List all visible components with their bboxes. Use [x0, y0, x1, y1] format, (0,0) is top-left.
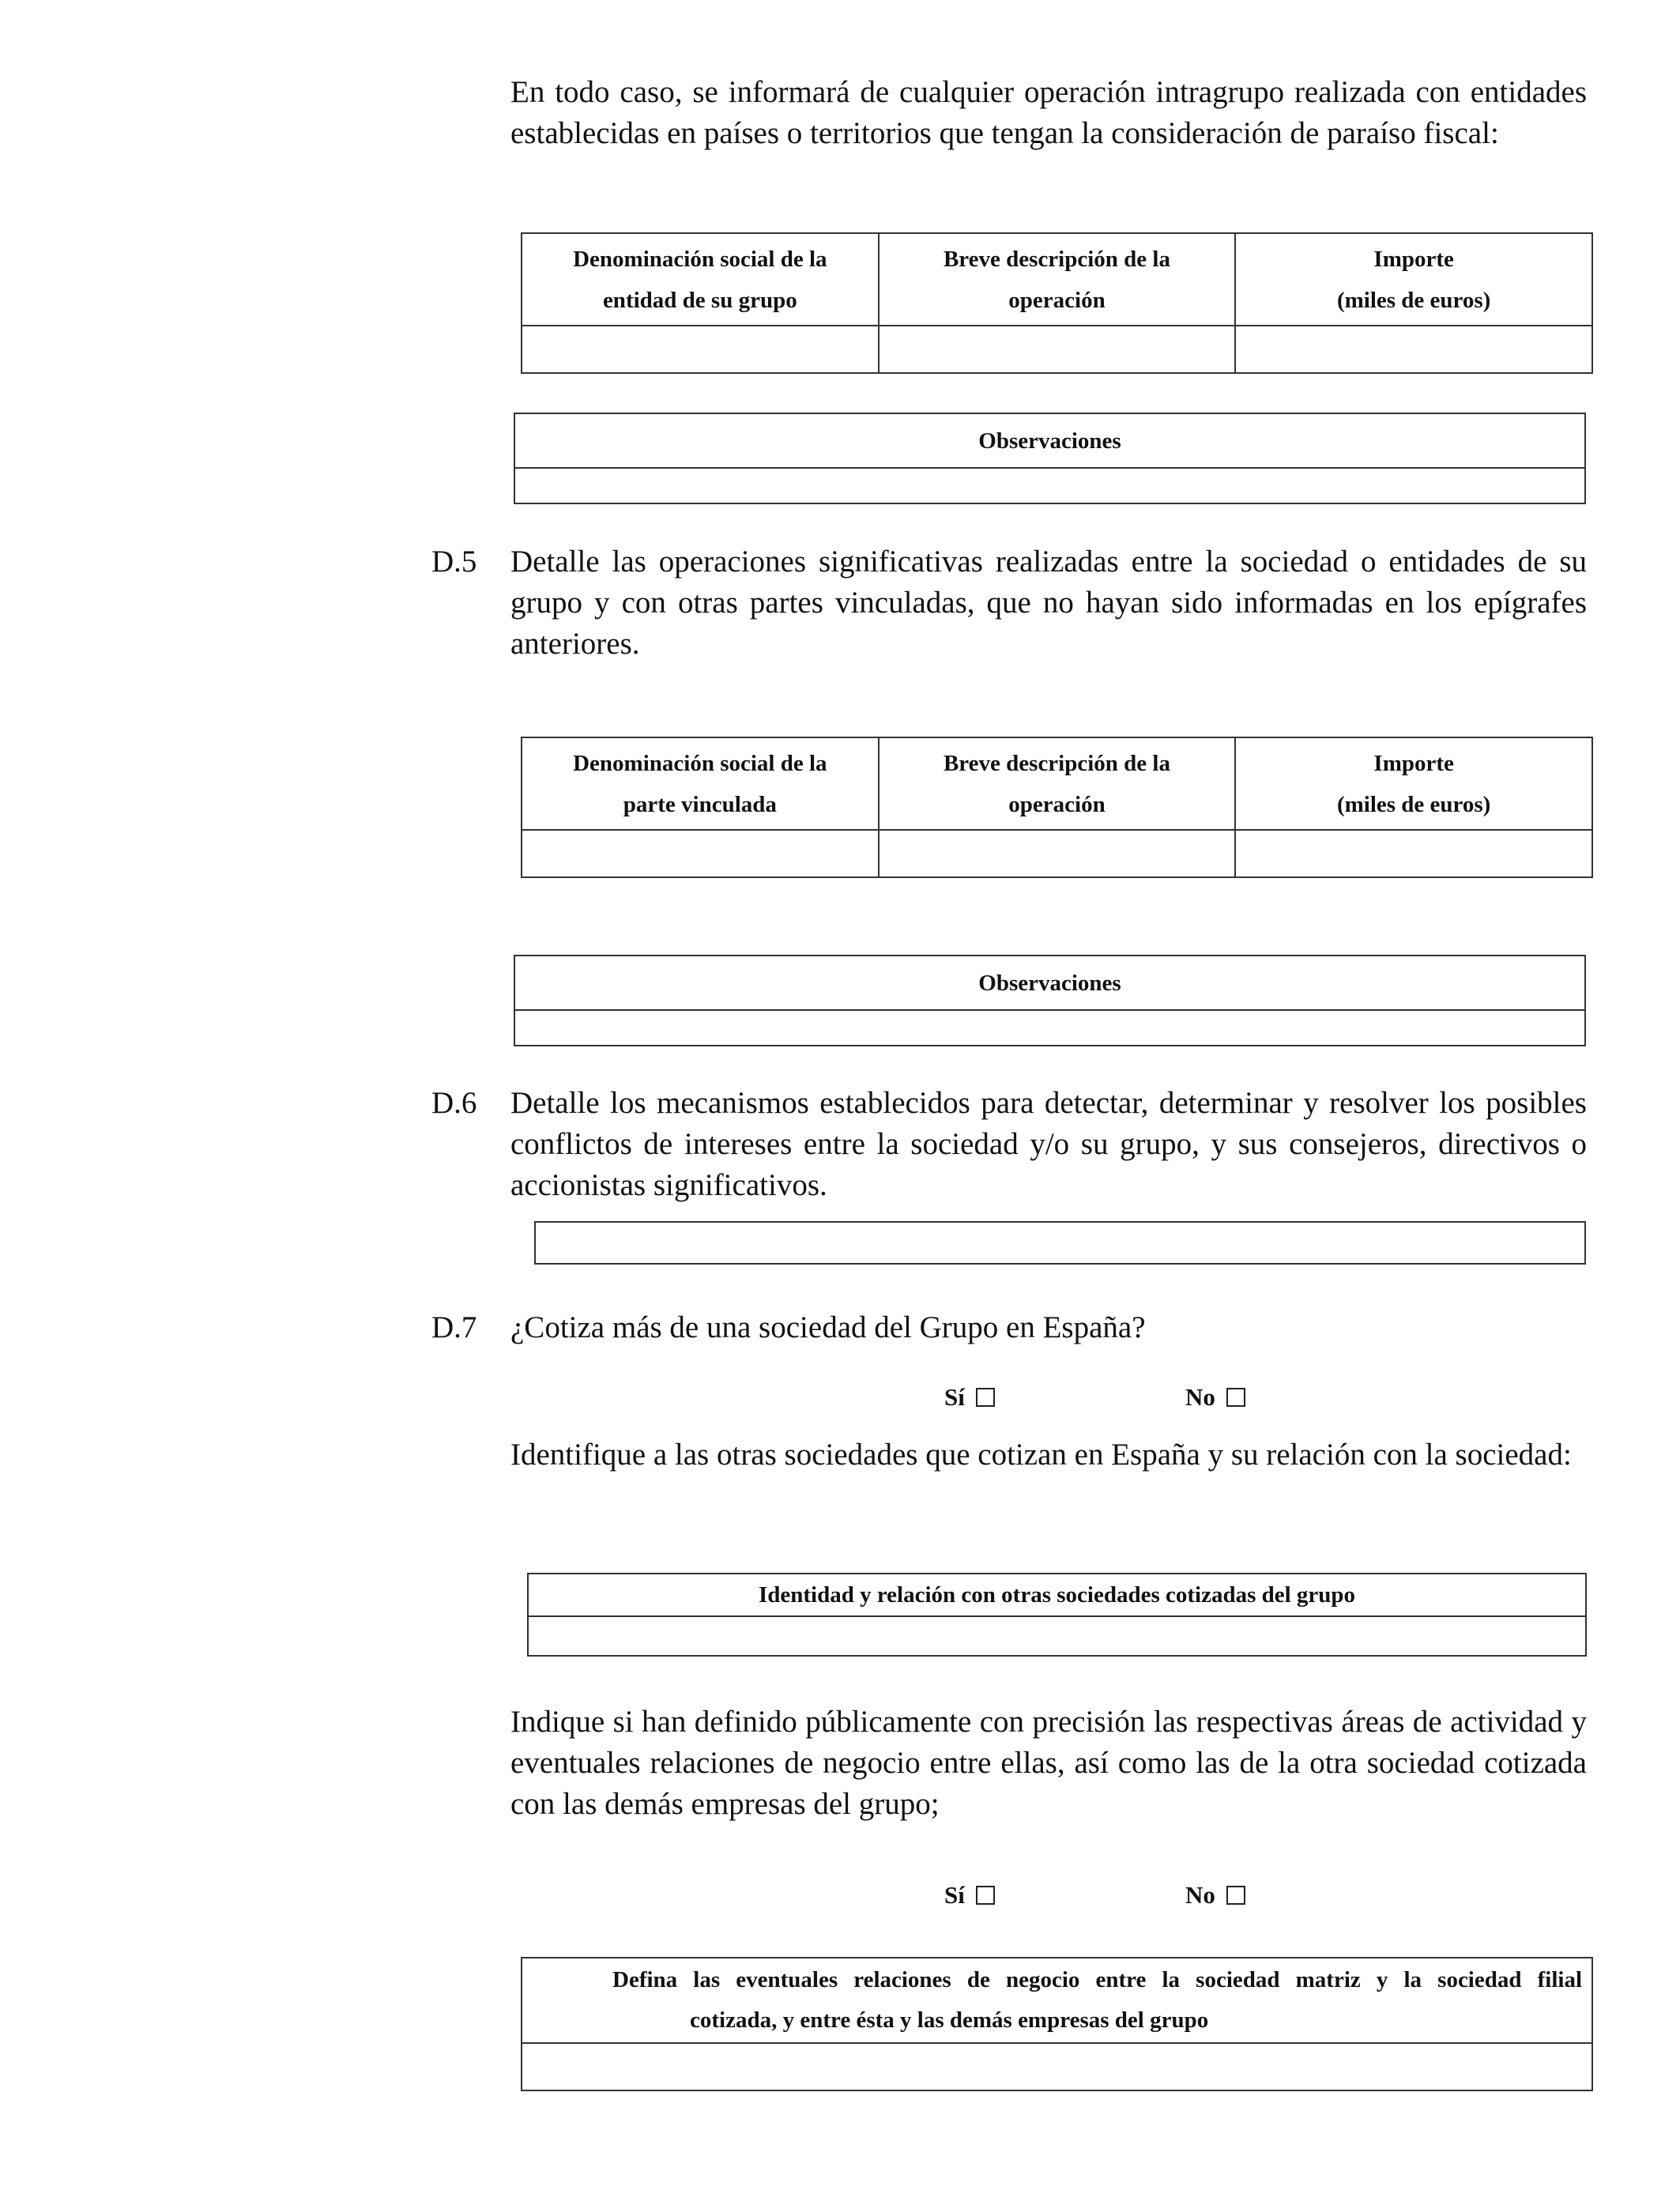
observations-cell[interactable]: [514, 468, 1585, 503]
observations-header: Observaciones: [514, 956, 1585, 1010]
indicate-paragraph: Indique si han definido públicamente con precisión las respectivas áreas de actividad y eventuales relaciones de negocio entre ellas, así como las de la otra sociedad cotizada con las demás empresas del grupo;: [510, 1705, 1587, 1821]
header-related-party-name: Denominación social de la parte vinculada: [522, 737, 879, 830]
intragroup-operations-table: [521, 232, 1593, 374]
business-relations-table: [521, 1957, 1593, 2091]
yes-checkbox[interactable]: [976, 1886, 995, 1905]
section-d6-text: Detalle los mecanismos establecidos para detectar, determinar y resolver los posibles conflictos de intereses entre la sociedad y/o su grupo, y sus consejeros, directivos o accionistas significativos.: [510, 1086, 1587, 1202]
header-company-name: Denominación social de la entidad de su grupo: [522, 233, 879, 326]
intro-paragraph: En todo caso, se informará de cualquier operación intragrupo realizada con entidades establecidas en países o territorios que tengan la consideración de paraíso fiscal:: [510, 75, 1587, 150]
business-relations-cell[interactable]: [522, 2043, 1592, 2090]
listed-no-option[interactable]: [1185, 1382, 1245, 1413]
section-d7-question: ¿Cotiza más de una sociedad del Grupo en España?: [510, 1310, 1146, 1344]
listed-yes-option[interactable]: [944, 1382, 995, 1413]
defined-yes-option[interactable]: [944, 1879, 995, 1911]
observations-cell[interactable]: [514, 1010, 1585, 1046]
section-d5-label: D.5: [431, 545, 477, 579]
related-party-operations-table: [521, 737, 1593, 878]
section-d5-text: Detalle las operaciones significativas realizadas entre la sociedad o entidades de su grupo y con otras partes vinculadas, que no hayan sido informadas en los epígrafes anteriores.: [510, 545, 1587, 661]
observations-table-2: [514, 955, 1586, 1046]
cell-amount[interactable]: [1235, 830, 1592, 877]
cell-related-party-name[interactable]: [522, 830, 879, 877]
section-d6-label: D.6: [431, 1086, 477, 1120]
cell-operation-description[interactable]: [879, 830, 1236, 877]
section-d7-label: D.7: [431, 1310, 477, 1344]
cell-operation-description[interactable]: [879, 326, 1236, 373]
yes-label: Sí: [944, 1383, 965, 1411]
business-relations-header: Defina las eventuales relaciones de negocio entre la sociedad matriz y la sociedad filial cotizada, y entre ésta y las demás empresas del grupo: [522, 1958, 1592, 2043]
observations-table-1: [514, 413, 1586, 504]
cell-company-name[interactable]: [522, 326, 879, 373]
header-amount: Importe (miles de euros): [1235, 737, 1592, 830]
header-amount: Importe (miles de euros): [1235, 233, 1592, 326]
no-checkbox[interactable]: [1226, 1886, 1245, 1905]
observations-header: Observaciones: [514, 413, 1585, 468]
no-label: No: [1185, 1881, 1215, 1909]
conflict-mechanisms-field[interactable]: [534, 1221, 1586, 1265]
listed-companies-table: [527, 1573, 1587, 1657]
defined-no-option[interactable]: [1185, 1879, 1245, 1911]
cell-amount[interactable]: [1235, 326, 1592, 373]
identify-paragraph: Identifique a las otras sociedades que cotizan en España y su relación con la sociedad:: [510, 1438, 1572, 1472]
listed-companies-header: Identidad y relación con otras sociedades cotizadas del grupo: [528, 1574, 1586, 1616]
listed-companies-cell[interactable]: [528, 1616, 1586, 1656]
no-label: No: [1185, 1383, 1215, 1411]
header-operation-description: Breve descripción de la operación: [879, 737, 1236, 830]
header-operation-description: Breve descripción de la operación: [879, 233, 1236, 326]
yes-label: Sí: [944, 1881, 965, 1909]
yes-checkbox[interactable]: [976, 1388, 995, 1407]
no-checkbox[interactable]: [1226, 1388, 1245, 1407]
